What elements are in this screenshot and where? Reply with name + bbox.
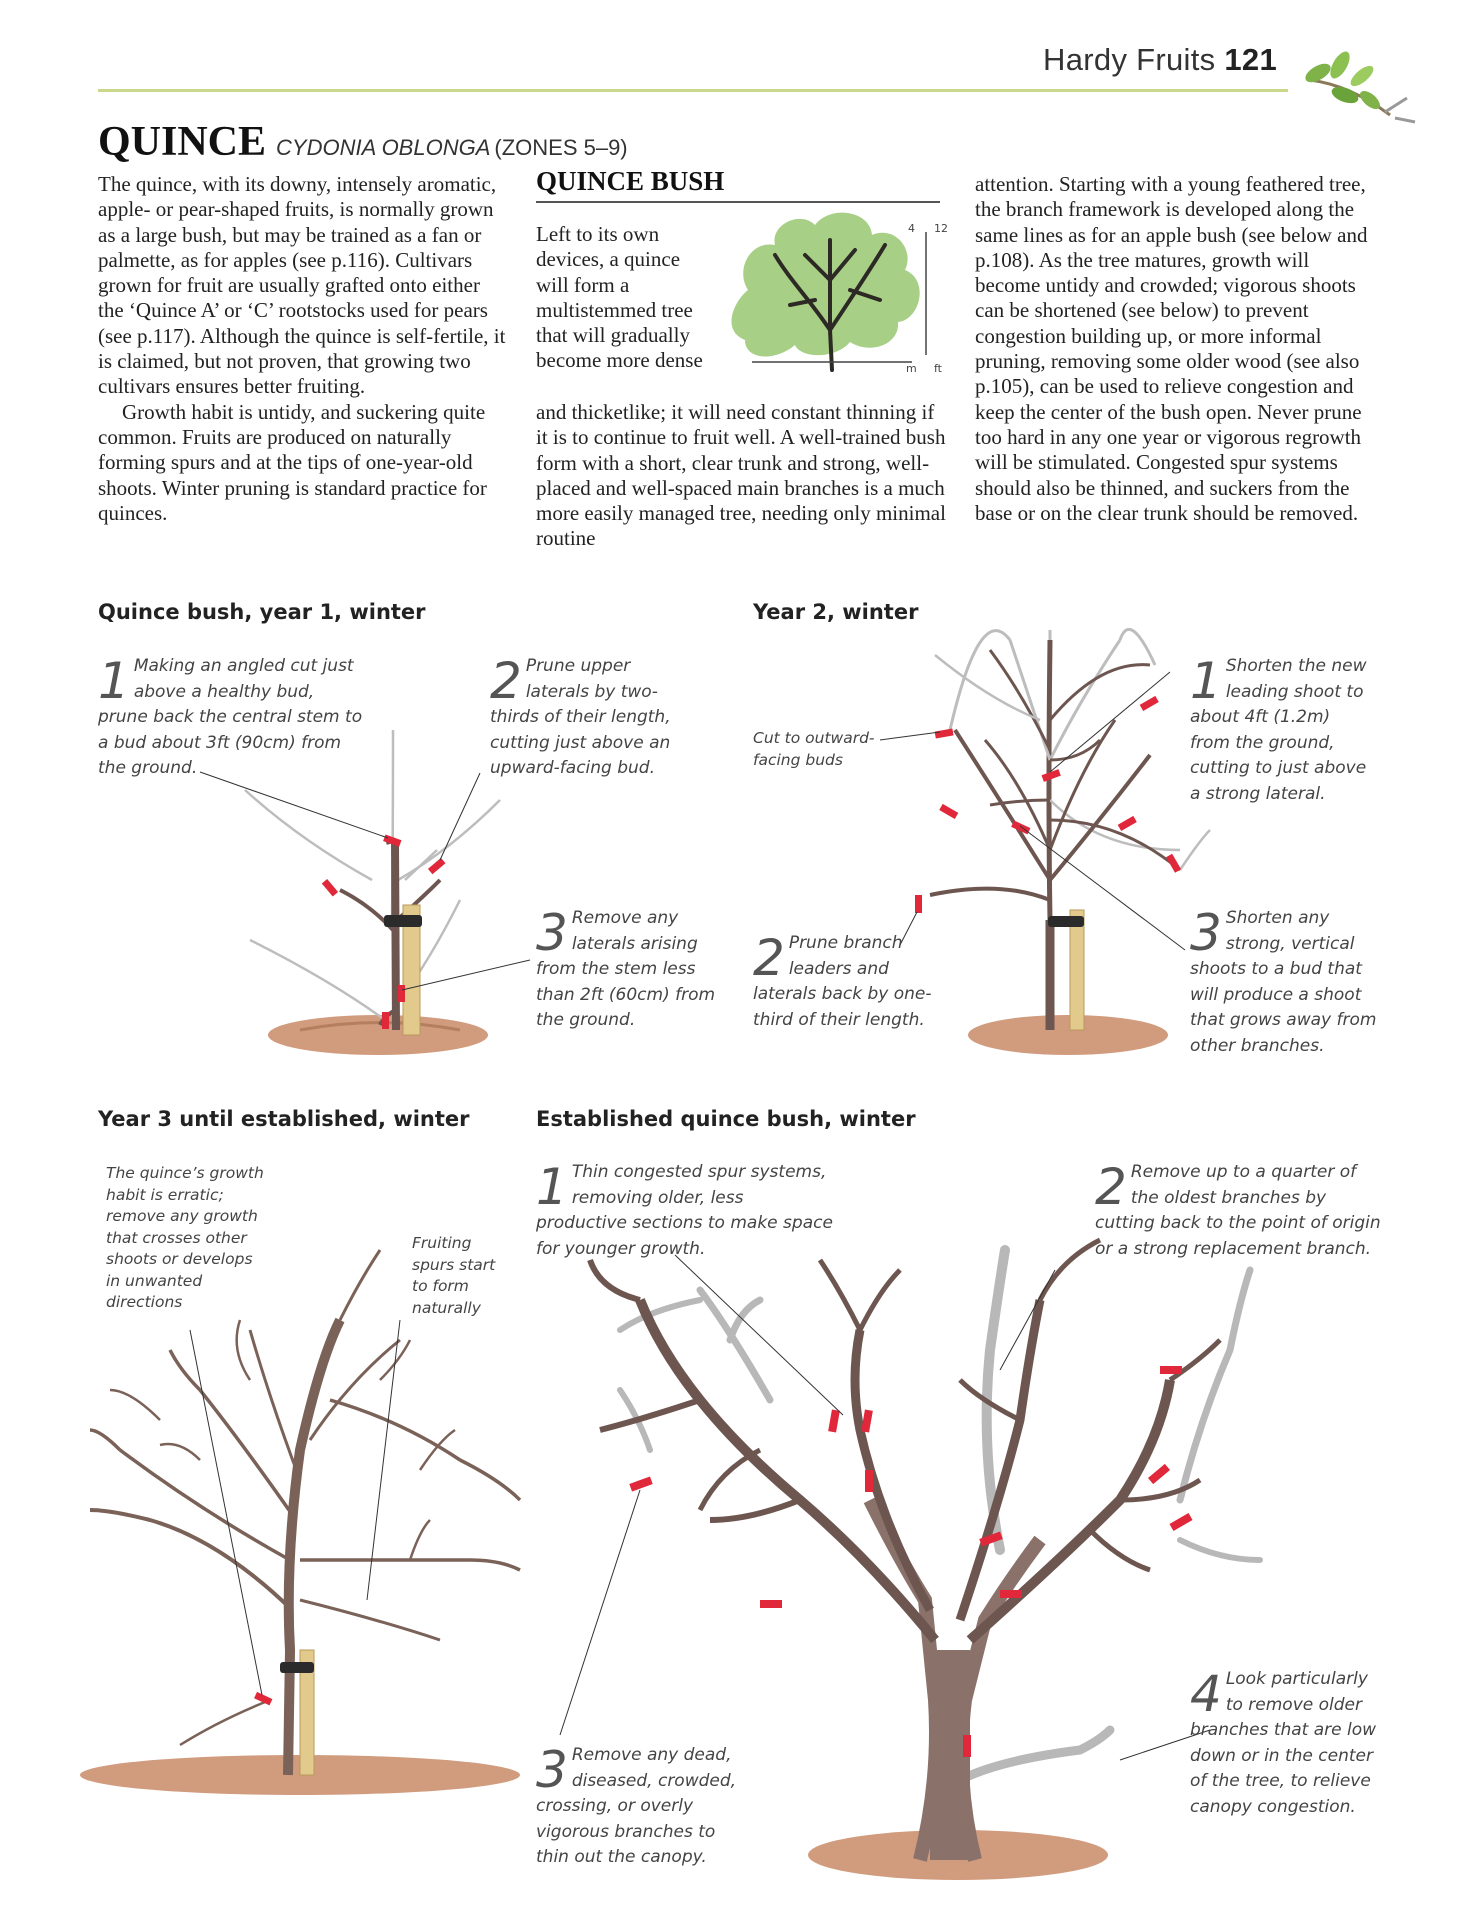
bush-text-b: and thicketlike; it will need constant thinning if it is to continue to fruit well. A well-trained bush form with a short, clear trunk and strong, well-placed and well-spaced main branches is a much more easily managed tree, needing only minimal routine [536, 400, 946, 551]
year1-step3 [536, 906, 726, 1034]
step-text: Prune upper laterals by two-thirds of their length, cutting just above an upward-facing bud. [490, 656, 671, 778]
step-text: Remove any dead, diseased, crowded, crossing, or overly vigorous branches to thin out the canopy. [536, 1745, 737, 1867]
year2-step3 [1190, 906, 1390, 1059]
established-step3 [536, 1743, 746, 1871]
year3-title: Year 3 until established, winter [98, 1107, 470, 1131]
quince-bush-heading: QUINCE BUSH [536, 166, 725, 196]
established-step1 [536, 1160, 836, 1262]
step-number: 2 [753, 929, 785, 987]
step-number: 1 [98, 652, 130, 710]
title-main: QUINCE [98, 119, 267, 165]
section-name: Hardy Fruits [1043, 42, 1216, 77]
step-number: 3 [536, 1741, 568, 1799]
bush-text-a: Left to its own devices, a quince will form a multistemmed tree that will gradually become more dense [536, 222, 703, 373]
year1-step2 [490, 654, 690, 782]
scale-bottom-ft: ft [934, 362, 942, 375]
step-number: 2 [490, 652, 522, 710]
step-number: 1 [536, 1158, 568, 1216]
established-step2 [1095, 1160, 1385, 1262]
title-latin: CYDONIA OBLONGA [276, 135, 491, 160]
step-number: 4 [1190, 1665, 1222, 1723]
header-rule [98, 89, 1288, 92]
subhead-rule [536, 201, 940, 203]
step-text: Shorten any strong, vertical shoots to a bud that will produce a shoot that grows away from other branches. [1190, 908, 1377, 1056]
page-number: 121 [1224, 42, 1277, 77]
year2-cut-note: Cut to outward-facing buds [753, 729, 875, 769]
year1-title: Quince bush, year 1, winter [98, 600, 426, 624]
step-text: Thin congested spur systems, removing older, less productive sections to make space for younger growth. [536, 1162, 833, 1259]
year2-step2 [753, 931, 948, 1033]
scale-top-m: 4 [908, 222, 915, 235]
intro-paragraph-2: Growth habit is untidy, and suckering quite common. Fruits are produced on naturally forming spurs and at the tips of one-year-old shoots. Winter pruning is standard practice for quinces. [98, 399, 487, 525]
step-number: 2 [1095, 1158, 1127, 1216]
running-header [1043, 42, 1277, 78]
year2-title: Year 2, winter [753, 600, 919, 624]
scale-bottom-m: m [906, 362, 917, 375]
established-step4 [1190, 1667, 1390, 1820]
step-text: Making an angled cut just above a healthy bud, prune back the central stem to a bud about 3ft (90cm) from the ground. [98, 656, 363, 778]
title-zones: (ZONES 5–9) [494, 135, 628, 160]
quince-bush-tree-icon [732, 213, 926, 370]
step-number: 1 [1190, 652, 1222, 710]
intro-column [98, 172, 508, 526]
year1-step1 [98, 654, 368, 782]
step-text: Shorten the new leading shoot to about 4ft (1.2m) from the ground, cutting to just above a strong lateral. [1190, 656, 1367, 804]
year3-note-left: The quince’s growth habit is erratic; remove any growth that crosses other shoots or develops in unwanted directions [106, 1164, 264, 1311]
intro-paragraph-1: The quince, with its downy, intensely aromatic, apple- or pear-shaped fruits, is normally grown as a large bush, but may be trained as a fan or palmette, as for apples (see p.116). Cultivars grown for fruit are usually grafted onto either the ‘Quince A’ or ‘C’ rootstocks used for pears (see p.117). Although the quince is self-fertile, it is claimed, but not proven, that growing two cultivars ensures better fruiting. [98, 172, 506, 399]
column3-text: attention. Starting with a young feathered tree, the branch framework is developed along the same lines as for an apple bush (see below and p.108). As the tree matures, growth will become untidy and crowded; vigorous shoots can be shortened (see below) to prevent congestion building up, or more informal pruning, removing some older wood (see also p.105), can be used to relieve congestion and keep the center of the bush open. Never prune too hard in any one year or vigorous regrowth will be stimulated. Congested spur systems should also be thinned, and suckers from the base or on the clear trunk should be removed. [975, 172, 1368, 525]
year2-step1 [1190, 654, 1375, 807]
page-title [98, 118, 628, 166]
step-text: Look particularly to remove older branches that are low down or in the center of the tree, to relieve canopy congestion. [1190, 1669, 1377, 1817]
step-text: Prune branch leaders and laterals back by one-third of their length. [753, 933, 932, 1030]
step-text: Remove up to a quarter of the oldest branches by cutting back to the point of origin or a strong replacement branch. [1095, 1162, 1381, 1259]
step-number: 3 [536, 904, 568, 962]
year3-tree-drawing [80, 1250, 520, 1795]
scale-top-ft: 12 [934, 222, 948, 235]
step-text: Remove any laterals arising from the stem less than 2ft (60cm) from the ground. [536, 908, 716, 1030]
year3-note-right: Fruiting spurs start to form naturally [412, 1234, 496, 1317]
sprig-icon [1302, 49, 1415, 122]
step-number: 3 [1190, 904, 1222, 962]
established-title: Established quince bush, winter [536, 1107, 916, 1131]
